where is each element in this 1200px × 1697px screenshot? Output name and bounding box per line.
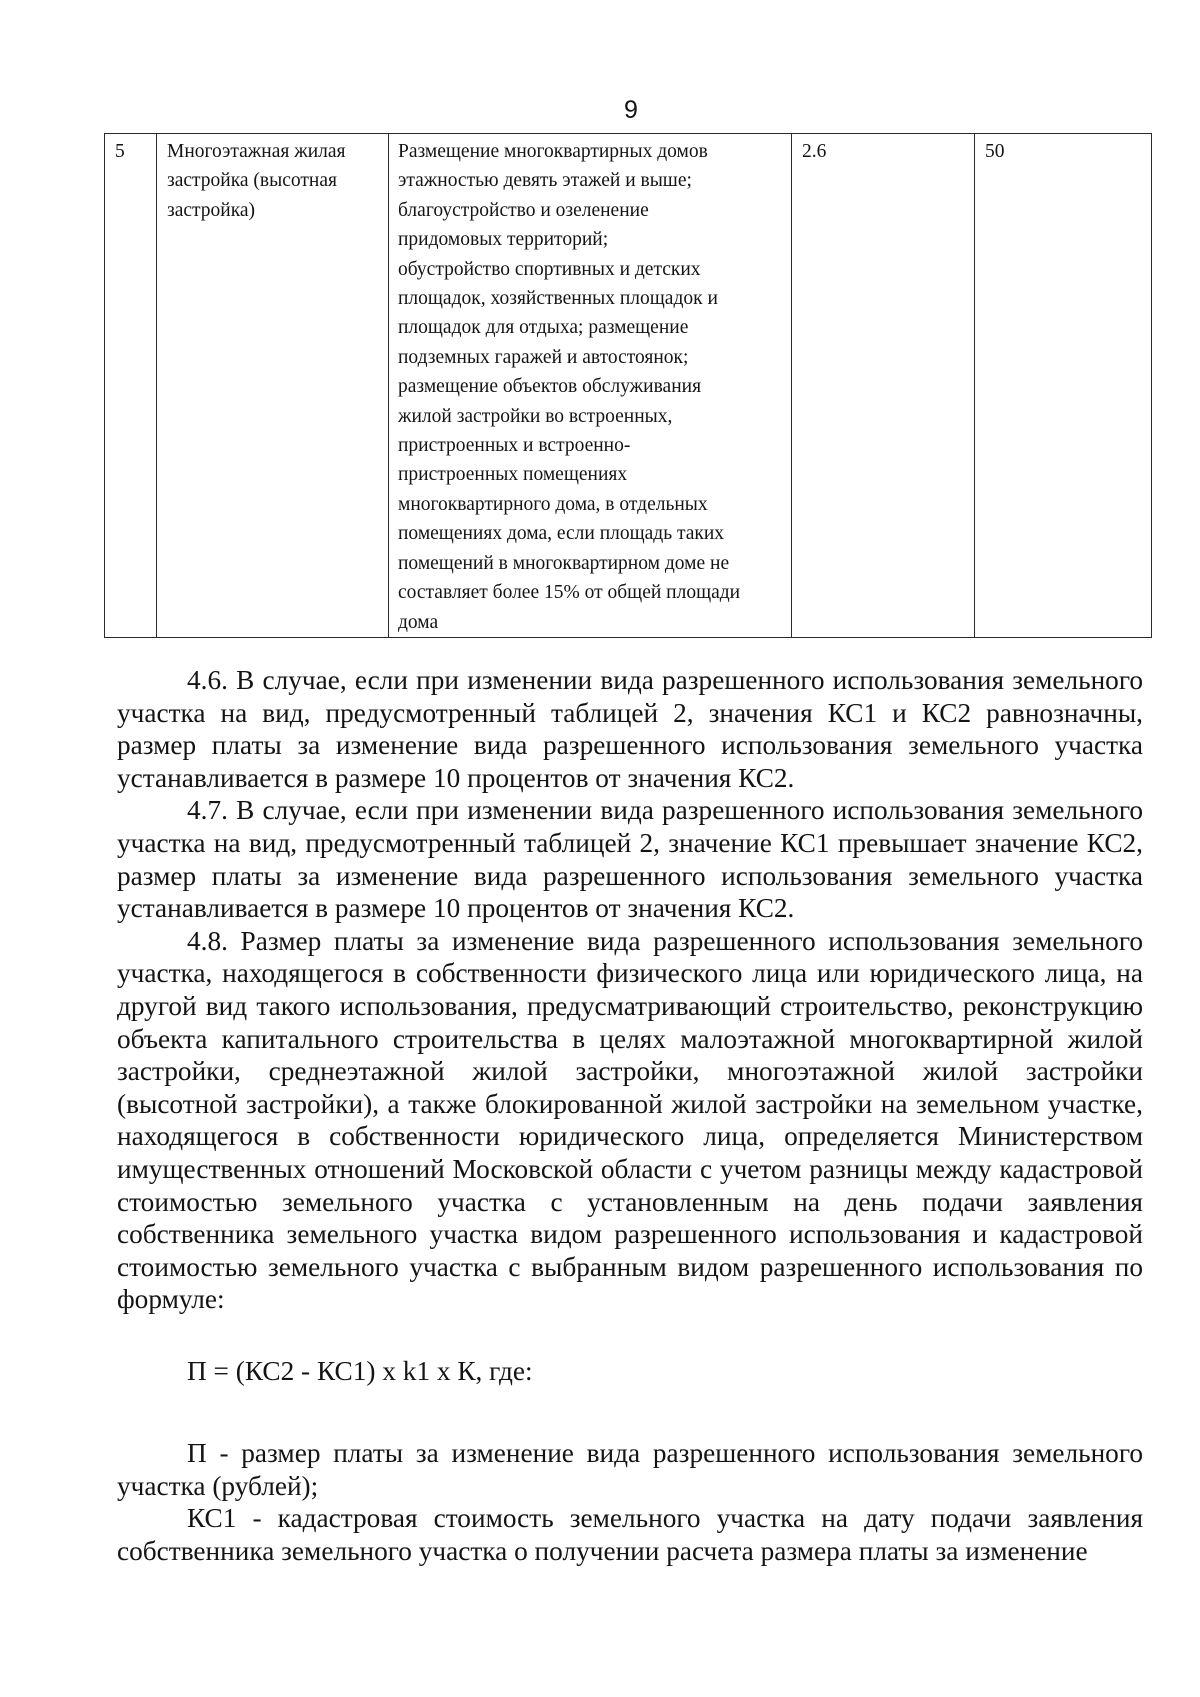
- fee-formula: П = (КС2 - КС1) x k1 x К, где:: [187, 1356, 533, 1386]
- land-use-code-cell: 2.6: [792, 134, 975, 638]
- clause-4-6: 4.6. В случае, если при изменении вида разрешенного использования земельного участка на вид, предусмотренный таблицей 2, значения КС1 и КС2 равнозначны, размер платы за изменение вида разрешенного использования земельного участка устанавливается в размере 10 процентов от значения КС2.: [117, 665, 1143, 793]
- land-use-description-cell: Размещение многоквартирных домов этажностью девять этажей и выше; благоустройство и озеленение придомовых территорий; обустройство спортивных и детских площадок, хозяйственных площадок и площадок для отдыха; размещение подземных гаражей и автостоянок; размещение объектов обслуживания жилой застройки во встроенных, пристроенных и встроенно- пристроенных помещениях многоквартирного дома, в отдельных помещениях дома, если площадь таких помещений в многоквартирном доме не составляет более 15% от общей площади дома: [389, 134, 792, 638]
- table-row: [105, 134, 1152, 638]
- formula-block: [117, 1355, 1143, 1388]
- clause-4-8: 4.8. Размер платы за изменение вида разрешенного использования земельного участка, находящегося в собственности физического лица или юридического лица, на другой вид такого использования, предусматривающий строительство, реконструкцию объекта капитального строительства в целях малоэтажной многоквартирной жилой застройки, среднеэтажной жилой застройки, многоэтажной жилой застройки (высотной застройки), а также блокированной жилой застройки на земельном участке, находящегося в собственности юридического лица, определяется Министерством имущественных отношений Московской области с учетом разницы между кадастровой стоимостью земельного участка с установленным на день подачи заявления собственника земельного участка видом разрешенного использования и кадастровой стоимостью земельного участка с выбранным видом разрешенного использования по формуле:: [117, 925, 1143, 1315]
- definition-ks1: КС1 - кадастровая стоимость земельного участка на дату подачи заявления собственника земельного участка о получении расчета размера платы за изменение: [117, 1503, 1143, 1566]
- page-number: 9: [624, 96, 638, 124]
- land-use-name-cell: Многоэтажная жилая застройка (высотная застройка): [157, 134, 389, 638]
- row-index-cell: 5: [105, 134, 157, 638]
- coefficient-value-cell: 50: [975, 134, 1152, 638]
- definitions-block: [117, 1437, 1143, 1567]
- clause-4-7: 4.7. В случае, если при изменении вида разрешенного использования земельного участка на вид, предусмотренный таблицей 2, значение КС1 превышает значение КС2, размер платы за изменение вида разрешенного использования земельного участка устанавливается в размере 10 процентов от значения КС2.: [117, 795, 1143, 924]
- clauses-block: [117, 664, 1143, 1316]
- land-use-table: [104, 133, 1152, 638]
- definition-p: П - размер платы за изменение вида разрешенного использования земельного участка (рублей);: [117, 1438, 1143, 1501]
